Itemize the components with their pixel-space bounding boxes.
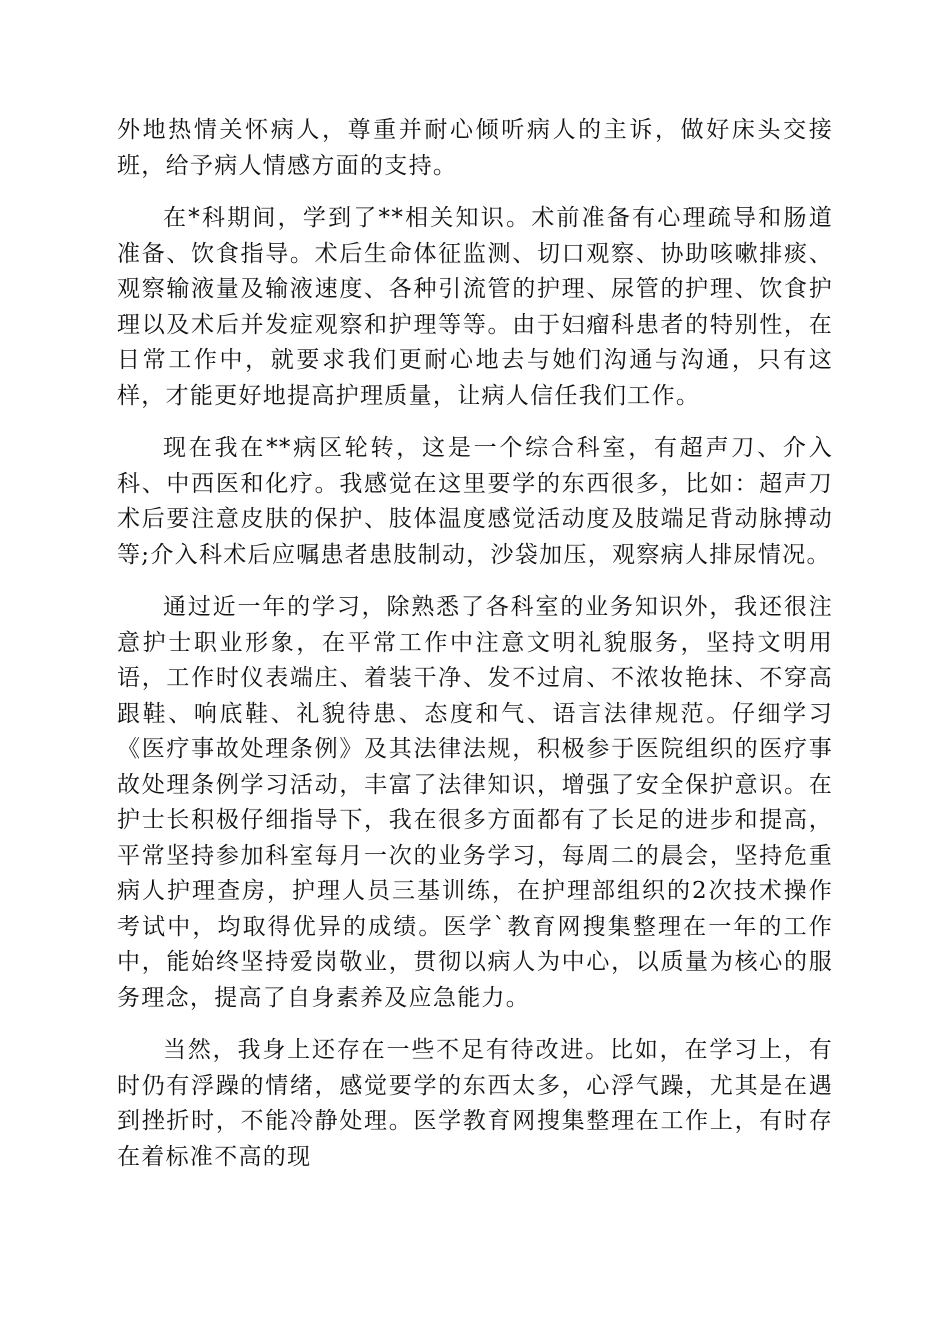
paragraph: 现在我在**病区轮转，这是一个综合科室，有超声刀、介入科、中西医和化疗。我感觉在这里要学的东西很多，比如：超声刀术后要注意皮肤的保护、肢体温度感觉活动度及肢端足背动脉搏动等;介入科术后应嘱患者患肢制动，沙袋加压，观察病人排尿情况。 [117, 435, 833, 568]
paragraph: 当然，我身上还存在一些不足有待改进。比如，在学习上，有时仍有浮躁的情绪，感觉要学的东西太多，心浮气躁，尤其是在遇到挫折时，不能冷静处理。医学教育网搜集整理在工作上，有时存在着标准不高的现 [117, 1037, 833, 1170]
paragraph: 通过近一年的学习，除熟悉了各科室的业务知识外，我还很注意护士职业形象，在平常工作中注意文明礼貌服务，坚持文明用语，工作时仪表端庄、着装干净、发不过肩、不浓妆艳抹、不穿高跟鞋、响底鞋、礼貌待患、态度和气、语言法律规范。仔细学习《医疗事故处理条例》及其法律法规，积极参于医院组织的医疗事故处理条例学习活动，丰富了法律知识，增强了安全保护意识。在护士长积极仔细指导下，我在很多方面都有了长足的进步和提高，平常坚持参加科室每月一次的业务学习，每周二的晨会，坚持危重病人护理查房，护理人员三基训练，在护理部组织的2次技术操作考试中，均取得优异的成绩。医学`教育网搜集整理在一年的工作中，能始终坚持爱岗敬业，贯彻以病人为中心，以质量为核心的服务理念，提高了自身素养及应急能力。 [117, 594, 833, 1011]
paragraph: 外地热情关怀病人，尊重并耐心倾听病人的主诉，做好床头交接班，给予病人情感方面的支持。 [117, 117, 833, 179]
document-body [117, 113, 833, 1175]
paragraph: 在*科期间，学到了**相关知识。术前准备有心理疏导和肠道准备、饮食指导。术后生命体征监测、切口观察、协助咳嗽排痰、观察输液量及输液速度、各种引流管的护理、尿管的护理、饮食护理以及术后并发症观察和护理等等。由于妇瘤科患者的特别性，在日常工作中，就要求我们更耐心地去与她们沟通与沟通，只有这样，才能更好地提高护理质量，让病人信任我们工作。 [117, 205, 833, 409]
